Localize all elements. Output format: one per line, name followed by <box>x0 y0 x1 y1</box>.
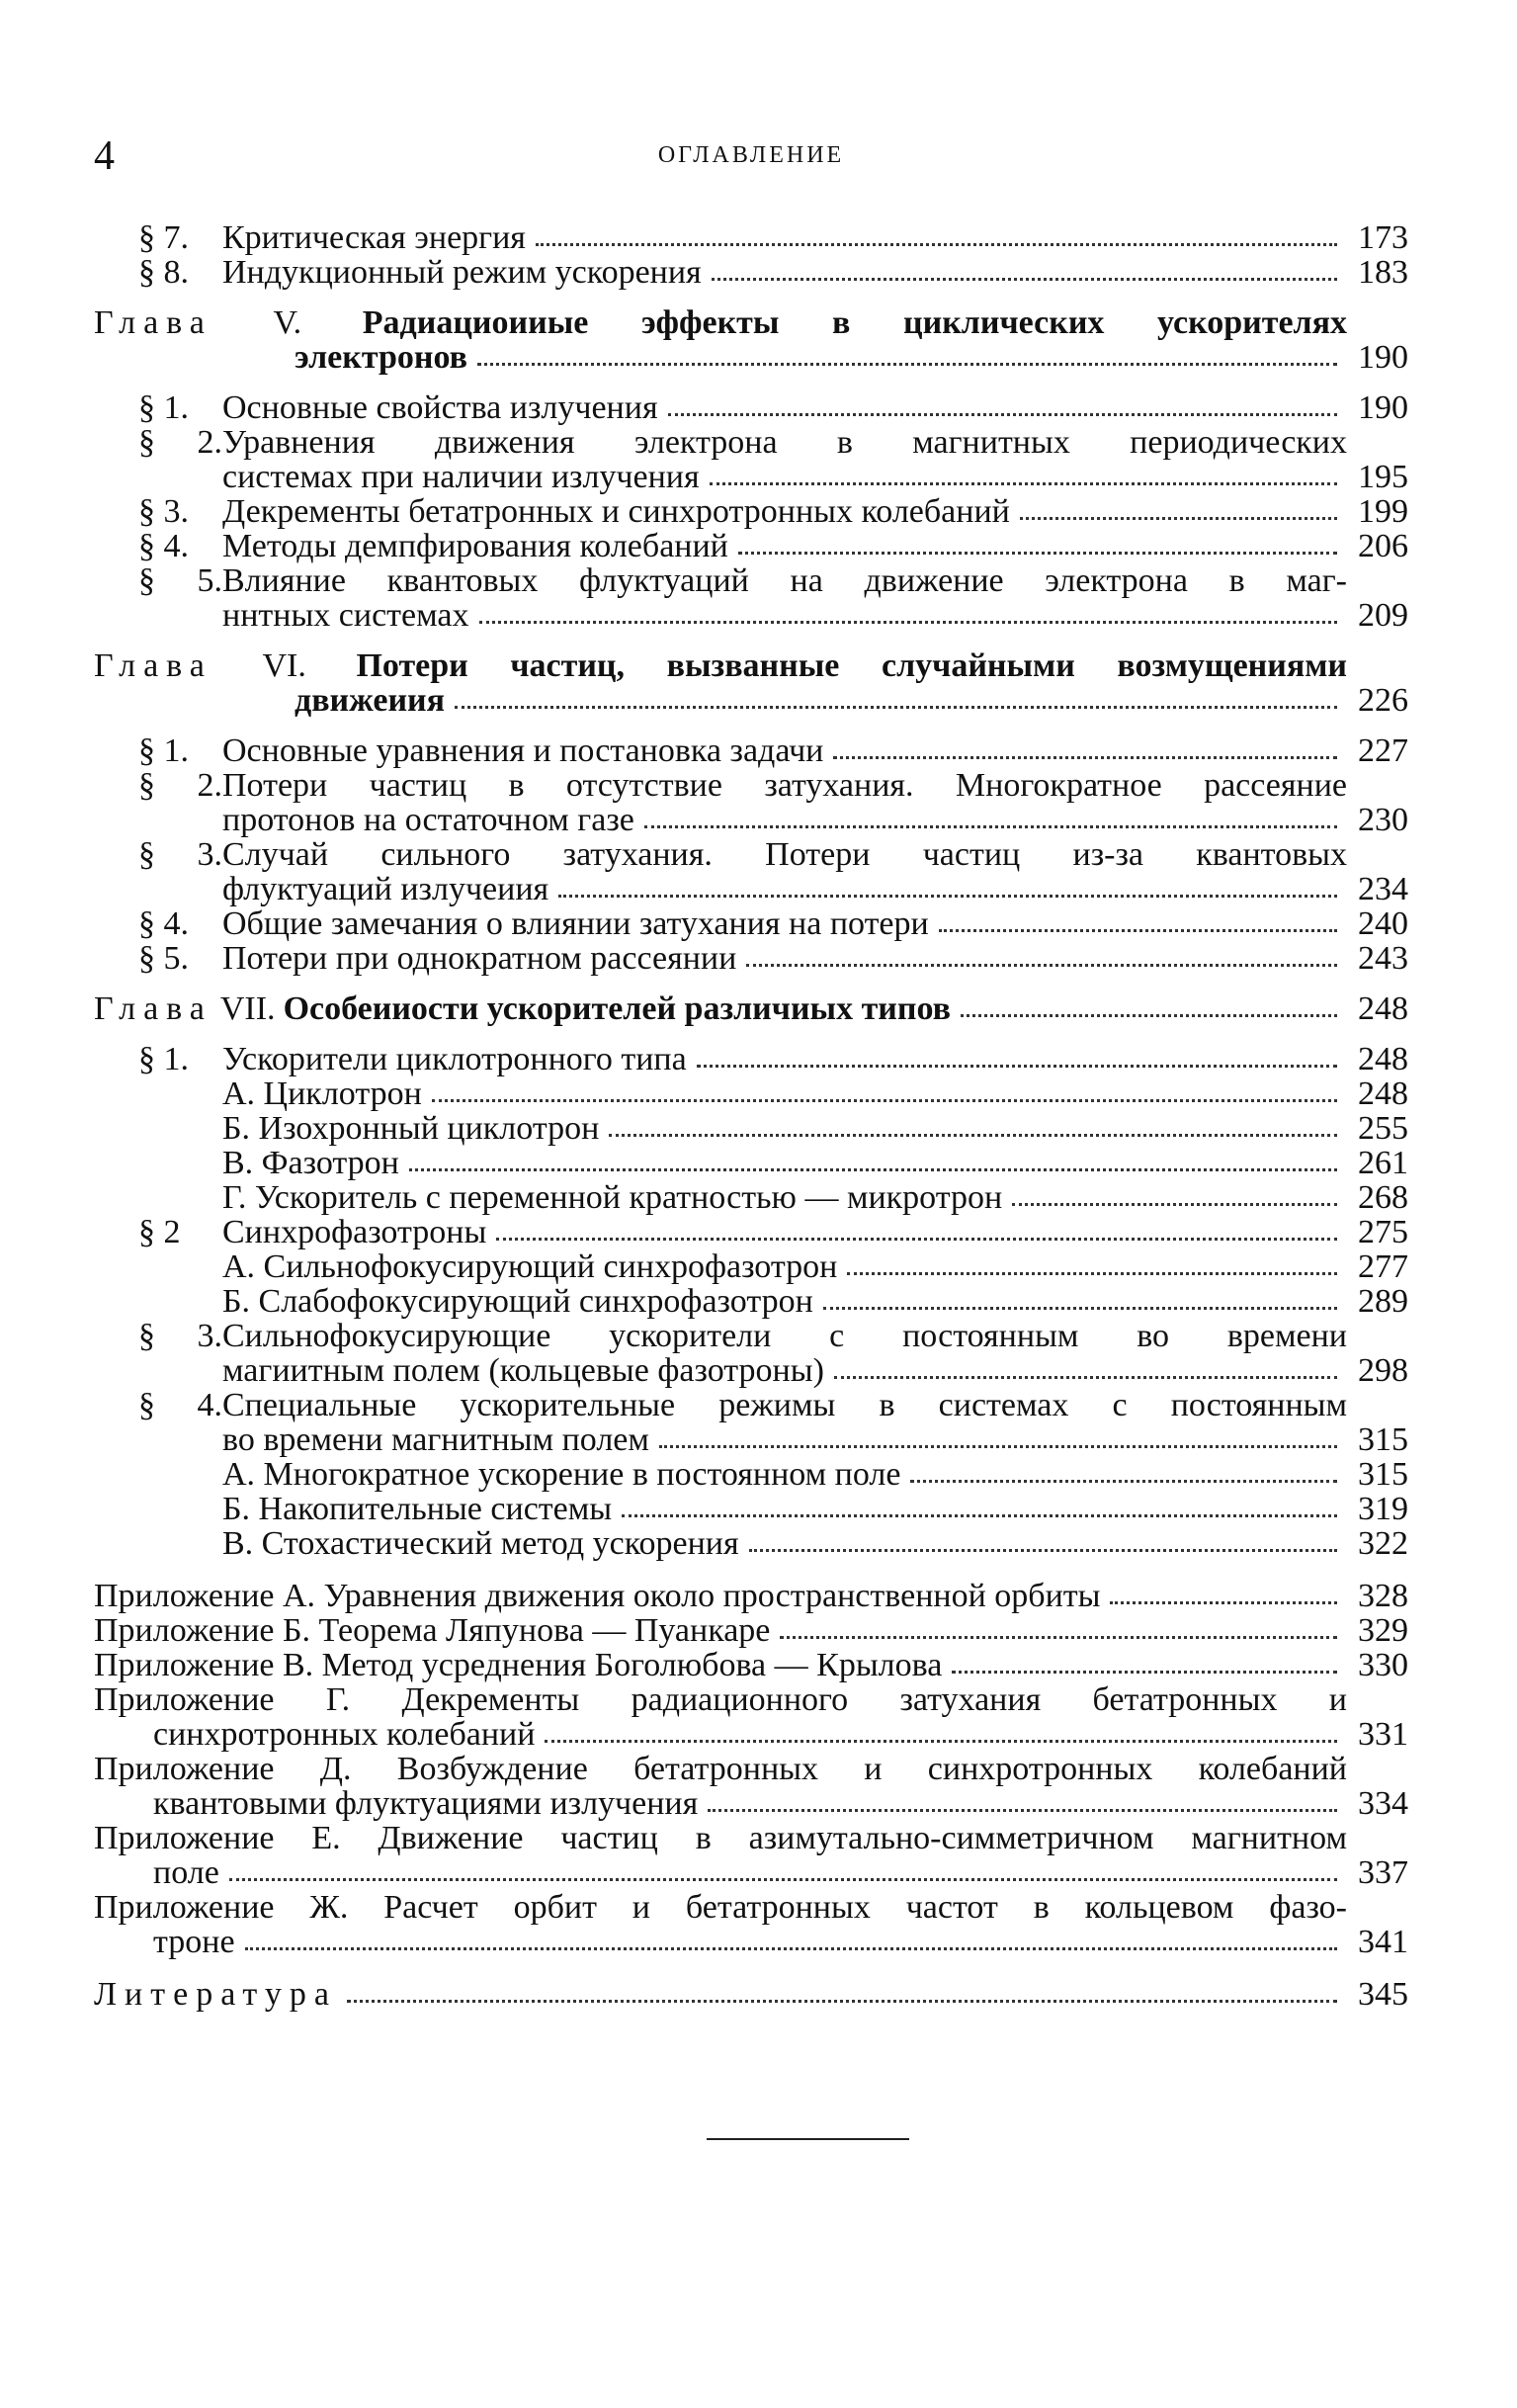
section-number: § 4. <box>138 905 189 942</box>
page-ref: 227 <box>1358 732 1408 769</box>
dot-leader <box>347 2000 1337 2003</box>
toc-entry-title: Индукционный режим ускорения <box>222 254 702 291</box>
dot-leader <box>833 756 1337 759</box>
page-ref: 298 <box>1358 1352 1408 1389</box>
section-number: § 2. <box>138 767 222 804</box>
page-header <box>94 132 1408 182</box>
toc-entry-title: троне <box>153 1924 235 1960</box>
toc-entry-section <box>94 1215 1408 1249</box>
section-number: § 2. <box>138 424 222 461</box>
dot-leader <box>455 706 1337 709</box>
dot-leader <box>823 1307 1337 1310</box>
toc-entry-section <box>94 906 1408 941</box>
page-ref: 190 <box>1358 339 1408 376</box>
toc-entry-title: Случай сильного затухания. Потери частиц из-за квантовых <box>222 836 1347 873</box>
toc-entry-section <box>94 563 1408 633</box>
dot-leader <box>712 278 1337 281</box>
toc-entry-title: Особеииости ускорителей различиых типов <box>283 990 951 1027</box>
toc-entry-title: Методы демпфирования колебаний <box>222 528 728 564</box>
toc-entry-section <box>94 220 1408 255</box>
dot-leader <box>536 243 1337 246</box>
page-ref: 328 <box>1358 1578 1408 1614</box>
toc-entry-title: поле <box>153 1854 219 1891</box>
dot-leader <box>1110 1601 1337 1604</box>
page-ref: 206 <box>1358 528 1408 564</box>
section-number: § 4. <box>138 528 189 564</box>
toc-entry-title: Приложение Г. Декременты радиационного затухания бетатронных и <box>94 1681 1347 1718</box>
dot-leader <box>477 363 1337 366</box>
dot-leader <box>479 621 1338 624</box>
toc-entry-title: Синхрофазотроны <box>222 1214 487 1250</box>
toc-entry-chapter <box>94 305 1408 375</box>
toc-entry-title: во времени магнитным полем <box>222 1421 649 1458</box>
dot-leader <box>847 1272 1337 1275</box>
toc-entry-title: Приложение Д. Возбуждение бетатронных и синхротронных колебаний <box>94 1751 1347 1787</box>
chapter-label: Глава <box>94 304 212 341</box>
toc-entry-appendix <box>94 1648 1408 1682</box>
toc-entry-title: Критическая энергия <box>222 219 526 256</box>
page-ref: 334 <box>1358 1785 1408 1822</box>
toc-entry-title: А. Многократное ускорение в постоянном поле <box>222 1456 901 1493</box>
dot-leader <box>834 1376 1337 1379</box>
toc-entry-title: системах при наличии излучения <box>222 459 700 495</box>
toc-entry-title: Приложение В. Метод усреднения Боголюбова — Крылова <box>94 1647 943 1683</box>
dot-leader <box>496 1238 1337 1241</box>
toc-entry-sub <box>94 1526 1408 1561</box>
page-ref: 195 <box>1358 459 1408 495</box>
page-ref: 183 <box>1358 254 1408 291</box>
page-ref: 319 <box>1358 1491 1408 1527</box>
toc-entry-section <box>94 837 1408 906</box>
toc-entry-title: Литература <box>94 1976 337 2013</box>
toc-entry-title: Приложение Е. Движение частиц в азимутально-симметричном магнитном <box>94 1820 1347 1856</box>
toc-entry-title: Декременты бетатронных и синхротронных колебаний <box>222 493 1010 530</box>
table-of-contents <box>94 220 1408 2012</box>
toc-entry-title: А. Сильнофокусирующий синхрофазотрон <box>222 1248 838 1285</box>
page-ref: 341 <box>1358 1924 1408 1960</box>
toc-entry-appendix <box>94 1579 1408 1613</box>
toc-entry-title: Потери при однократном рассеянии <box>222 940 737 977</box>
end-rule <box>707 2138 909 2140</box>
toc-entry-appendix <box>94 1821 1408 1890</box>
section-number: § 8. <box>138 254 189 291</box>
toc-entry-section <box>94 768 1408 837</box>
page-ref: 190 <box>1358 389 1408 426</box>
dot-leader <box>558 895 1337 898</box>
section-number: § 1. <box>138 732 189 769</box>
page-ref: 289 <box>1358 1283 1408 1320</box>
toc-entry-chapter <box>94 991 1408 1026</box>
toc-entry-title: флуктуаций излучеиия <box>222 871 549 907</box>
chapter-number: VI. <box>219 647 349 684</box>
toc-entry-title: Потери частиц, вызванные случайными возмущениями <box>356 647 1347 684</box>
toc-entry-chapter <box>94 648 1408 718</box>
page-ref: 248 <box>1358 1075 1408 1112</box>
page-number: 4 <box>94 133 115 179</box>
toc-entry-title: Приложение Б. Теорема Ляпунова — Пуанкаре <box>94 1612 771 1649</box>
toc-entry-title: В. Стохастический метод ускорения <box>222 1525 739 1562</box>
toc-entry-title: магиитным полем (кольцевые фазотроны) <box>222 1352 824 1389</box>
chapter-number: VII. <box>219 990 276 1027</box>
section-number: § 7. <box>138 219 189 256</box>
page-ref: 255 <box>1358 1110 1408 1147</box>
page-ref: 315 <box>1358 1456 1408 1493</box>
page-ref: 322 <box>1358 1525 1408 1562</box>
toc-entry-section <box>94 941 1408 976</box>
toc-entry-title: Б. Накопительные системы <box>222 1491 613 1527</box>
toc-entry-title: электронов <box>295 339 467 376</box>
toc-entry-title: квантовыми флуктуациями излучения <box>153 1785 699 1822</box>
page-ref: 230 <box>1358 802 1408 838</box>
dot-leader <box>738 552 1337 555</box>
page-ref: 315 <box>1358 1421 1408 1458</box>
toc-entry-section <box>94 494 1408 529</box>
dot-leader <box>668 413 1337 416</box>
chapter-label: Глава <box>94 990 212 1027</box>
dot-leader <box>659 1445 1337 1448</box>
toc-entry-title: Сильнофокусирующие ускорители с постоянным во времени <box>222 1318 1347 1354</box>
toc-entry-section <box>94 1319 1408 1388</box>
toc-entry-sub <box>94 1492 1408 1526</box>
toc-entry-title: Приложение А. Уравнения движения около пространственной орбиты <box>94 1578 1101 1614</box>
toc-entry-literature <box>94 1977 1408 2012</box>
section-number: § 4. <box>138 1387 222 1423</box>
page-ref: 248 <box>1358 1041 1408 1077</box>
page-ref: 173 <box>1358 219 1408 256</box>
toc-entry-title: Уравнения движения электрона в магнитных периодических <box>222 424 1347 461</box>
toc-entry-section <box>94 529 1408 563</box>
dot-leader <box>939 929 1337 932</box>
running-title: ОГЛАВЛЕНИЕ <box>657 142 845 168</box>
section-number: § 1. <box>138 389 189 426</box>
dot-leader <box>710 482 1337 485</box>
toc-entry-title: Б. Изохронный циклотрон <box>222 1110 600 1147</box>
toc-entry-title: синхротронных колебаний <box>153 1716 536 1753</box>
page-ref: 277 <box>1358 1248 1408 1285</box>
dot-leader <box>545 1740 1337 1743</box>
dot-leader <box>432 1099 1337 1102</box>
section-number: § 1. <box>138 1041 189 1077</box>
toc-entry-section <box>94 255 1408 290</box>
page-ref: 345 <box>1358 1976 1408 2013</box>
dot-leader <box>644 825 1337 828</box>
toc-entry-sub <box>94 1180 1408 1215</box>
section-number: § 5. <box>138 940 189 977</box>
toc-entry-appendix <box>94 1682 1408 1752</box>
page-ref: 331 <box>1358 1716 1408 1753</box>
toc-entry-title: Потери частиц в отсутствие затухания. Многократное рассеяние <box>222 767 1347 804</box>
page-ref: 226 <box>1358 682 1408 719</box>
dot-leader <box>1020 517 1337 520</box>
toc-entry-sub <box>94 1284 1408 1319</box>
page-ref: 199 <box>1358 493 1408 530</box>
toc-entry-title: Г. Ускоритель с переменной кратностью — микротрон <box>222 1179 1003 1216</box>
dot-leader <box>409 1168 1337 1171</box>
page-ref: 337 <box>1358 1854 1408 1891</box>
toc-entry-sub <box>94 1111 1408 1146</box>
dot-leader <box>780 1636 1337 1639</box>
dot-leader <box>697 1065 1337 1068</box>
dot-leader <box>961 1014 1337 1017</box>
toc-entry-section <box>94 390 1408 425</box>
dot-leader <box>609 1134 1337 1137</box>
toc-entry-title: протонов на остаточном газе <box>222 802 634 838</box>
page-ref: 243 <box>1358 940 1408 977</box>
toc-entry-title: Б. Слабофокусирующий синхрофазотрон <box>222 1283 813 1320</box>
toc-entry-title: Основные свойства излучения <box>222 389 658 426</box>
toc-entry-section <box>94 1388 1408 1457</box>
toc-entry-title: В. Фазотрон <box>222 1145 399 1181</box>
toc-entry-title: А. Циклотрон <box>222 1075 422 1112</box>
section-number: § 3. <box>138 1318 222 1354</box>
page-ref: 234 <box>1358 871 1408 907</box>
toc-entry-title: ннтных системах <box>222 597 469 634</box>
toc-entry-section <box>94 425 1408 494</box>
toc-entry-title: Приложение Ж. Расчет орбит и бетатронных частот в кольцевом фазо- <box>94 1889 1347 1926</box>
page-ref: 240 <box>1358 905 1408 942</box>
dot-leader <box>245 1947 1337 1950</box>
page-ref: 329 <box>1358 1612 1408 1649</box>
dot-leader <box>749 1549 1337 1552</box>
toc-entry-title: Радиациоииые эффекты в циклических ускорителях <box>362 304 1347 341</box>
section-number: § 2 <box>138 1214 181 1250</box>
dot-leader <box>229 1878 1337 1881</box>
toc-entry-title: Основные уравнения и постановка задачи <box>222 732 824 769</box>
toc-entry-appendix <box>94 1613 1408 1648</box>
toc-entry-title: Специальные ускорительные режимы в системах с постоянным <box>222 1387 1347 1423</box>
page-ref: 330 <box>1358 1647 1408 1683</box>
dot-leader <box>622 1514 1337 1517</box>
dot-leader <box>910 1480 1337 1483</box>
toc-entry-sub <box>94 1146 1408 1180</box>
page-ref: 268 <box>1358 1179 1408 1216</box>
toc-entry-sub <box>94 1076 1408 1111</box>
page-ref: 209 <box>1358 597 1408 634</box>
dot-leader <box>708 1809 1337 1812</box>
section-number: § 3. <box>138 493 189 530</box>
dot-leader <box>1012 1203 1337 1206</box>
section-number: § 5. <box>138 562 222 599</box>
page-ref: 261 <box>1358 1145 1408 1181</box>
toc-entry-sub <box>94 1457 1408 1492</box>
toc-entry-title: Общие замечания о влиянии затухания на потери <box>222 905 929 942</box>
toc-entry-section <box>94 1042 1408 1076</box>
dot-leader <box>952 1671 1337 1674</box>
chapter-label: Глава <box>94 647 212 684</box>
toc-entry-title: движеиия <box>295 682 446 719</box>
page-ref: 248 <box>1358 990 1408 1027</box>
chapter-number: V. <box>219 304 355 341</box>
toc-entry-appendix <box>94 1752 1408 1821</box>
section-number: § 3. <box>138 836 222 873</box>
toc-entry-sub <box>94 1249 1408 1284</box>
toc-entry-appendix <box>94 1890 1408 1959</box>
page-ref: 275 <box>1358 1214 1408 1250</box>
toc-entry-title: Влияние квантовых флуктуаций на движение электрона в маг- <box>222 562 1347 599</box>
toc-entry-title: Ускорители циклотронного типа <box>222 1041 687 1077</box>
toc-entry-section <box>94 733 1408 768</box>
dot-leader <box>746 964 1337 967</box>
